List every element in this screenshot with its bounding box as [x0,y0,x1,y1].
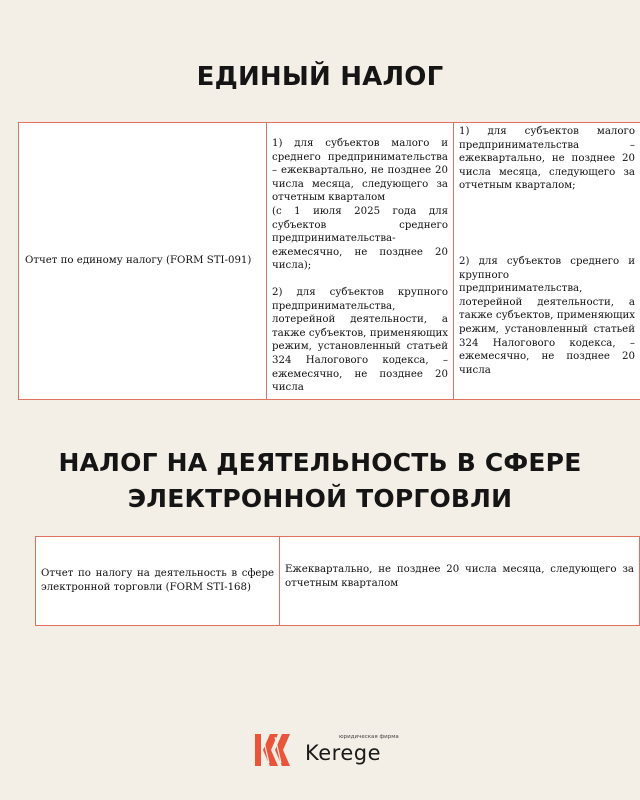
section-title-ecommerce-tax [0,445,640,517]
deadline-cell-old [267,123,454,400]
deadline-item-2: 2) для субъектов среднего и крупного предпринимательства, лотерейной деятельности, а также субъектов, применяющих режим, установленный статьей 324 Налогового кодекса, – ежемесячно, не позднее 20 числа [459,255,635,376]
deadline-item-1: 1) для субъектов малого предпринимательства – ежеквартально, не позднее 20 числа месяца, следующего за отчетным кварталом; [459,126,635,192]
logo-name: Kerege [305,741,381,765]
report-name-cell: Отчет по налогу на деятельность в сфере электронной торговли (FORM STI-168) [36,537,280,626]
table-row [19,123,640,400]
section-title-line-1: НАЛОГ НА ДЕЯТЕЛЬНОСТЬ В СФЕРЕ [58,448,582,477]
deadline-item-1-note: (с 1 июля 2025 года для субъектов среднего предпринимательства-ежемесячно, не позднее 20 числа); [272,205,448,272]
report-name-cell: Отчет по единому налогу (FORM STI-091) [19,123,267,400]
deadline-item-2: 2) для субъектов крупного предпринимательства, лотерейной деятельности, а также субъектов, применяющих режим, установленный статьей 324 Налогового кодекса, – ежемесячно, не позднее 20 числа [272,286,448,394]
section-title-single-tax: ЕДИНЫЙ НАЛОГ [196,62,444,92]
kerege-chevron-logo-icon [255,733,291,767]
section-title-line-2: ЭЛЕКТРОННОЙ ТОРГОВЛИ [127,484,513,513]
logo-subtitle: юридическая фирма [339,734,399,740]
deadline-cell-new [454,123,640,400]
single-tax-table [18,122,640,400]
deadline-cell: Ежеквартально, не позднее 20 числа месяца, следующего за отчетным кварталом [280,537,640,626]
ecommerce-tax-table [35,536,640,626]
table-row [36,537,640,626]
kerege-logo [255,733,399,767]
deadline-item-1: 1) для субъектов малого и среднего предпринимательства – ежеквартально, не позднее 20 числа месяца, следующего за отчетным кварталом [272,138,448,204]
